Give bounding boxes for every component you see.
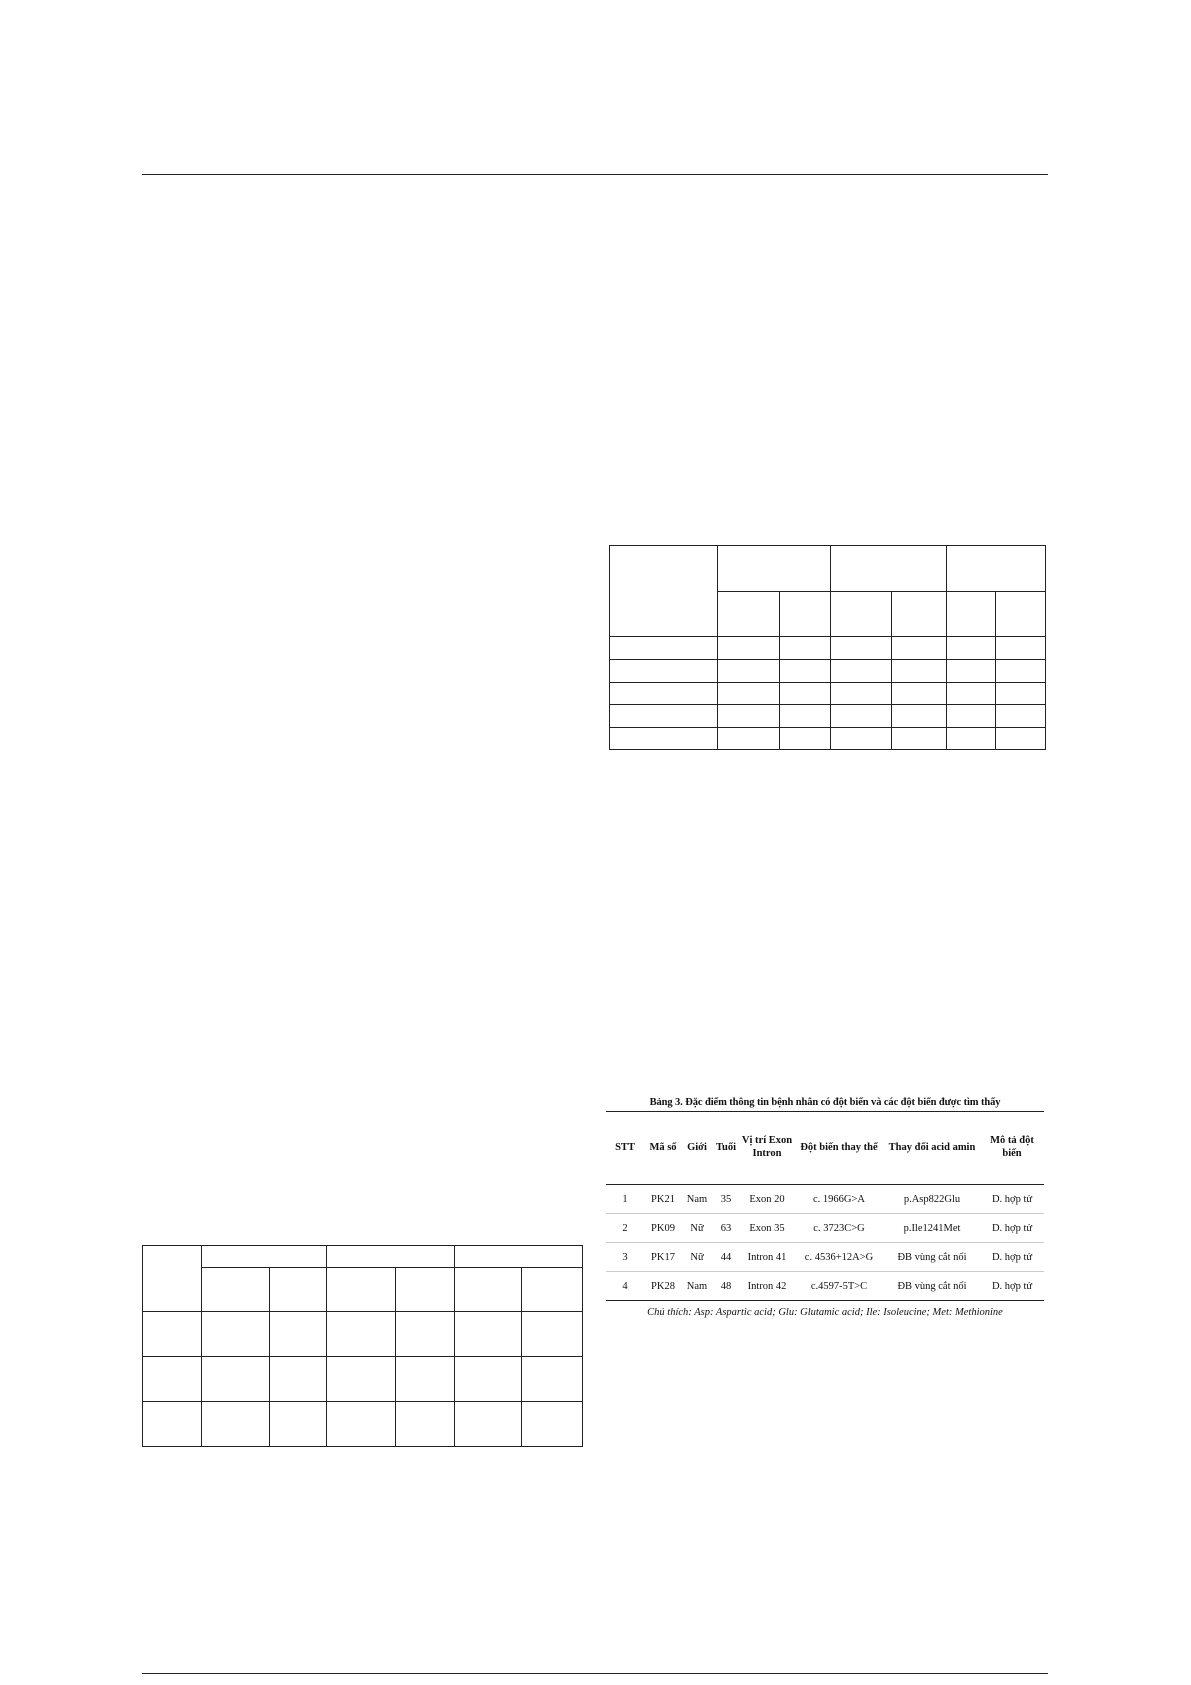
table-cell: PK21 xyxy=(644,1185,682,1214)
table-3 xyxy=(606,1095,1044,1318)
table-3-header: Tuổi xyxy=(712,1112,740,1185)
table-row xyxy=(606,1185,1044,1214)
table-3-header: Mô tả đột biến xyxy=(980,1112,1044,1185)
table-cell: Exon 35 xyxy=(740,1214,794,1243)
table-cell: p.Asp822Glu xyxy=(884,1185,980,1214)
table-cell: Nữ xyxy=(682,1214,712,1243)
table-3-note: Chú thích: Asp: Aspartic acid; Glu: Glutamic acid; Ile: Isoleucine; Met: Methionine xyxy=(647,1307,1003,1318)
table-cell: D. hợp tử xyxy=(980,1272,1044,1301)
table-cell: Nam xyxy=(682,1272,712,1301)
table-3-header: Mã số xyxy=(644,1112,682,1185)
table-cell: 35 xyxy=(712,1185,740,1214)
table-3-header: Giới xyxy=(682,1112,712,1185)
header-rule xyxy=(142,174,1048,175)
table-cell: c. 1966G>A xyxy=(794,1185,884,1214)
table-3-caption: Bảng 3. Đặc điểm thông tin bệnh nhân có đột biến và các đột biến được tìm thấy xyxy=(649,1097,1001,1108)
table-cell: PK17 xyxy=(644,1243,682,1272)
table-cell: D. hợp tử xyxy=(980,1214,1044,1243)
table-cell: 44 xyxy=(712,1243,740,1272)
table-3-header: Đột biến thay thế xyxy=(794,1112,884,1185)
table-3-header: Vị trí Exon Intron xyxy=(740,1112,794,1185)
table-cell: PK09 xyxy=(644,1214,682,1243)
table-cell: c. 4536+12A>G xyxy=(794,1243,884,1272)
table-cell: 3 xyxy=(606,1243,644,1272)
table-cell: c.4597-5T>C xyxy=(794,1272,884,1301)
table-3-header: STT xyxy=(606,1112,644,1185)
table-row xyxy=(606,1214,1044,1243)
table-3-header: Thay đổi acid amin xyxy=(884,1112,980,1185)
footer-rule xyxy=(142,1673,1048,1674)
table-cell: 4 xyxy=(606,1272,644,1301)
table-cell: Intron 42 xyxy=(740,1272,794,1301)
table-cell: Nam xyxy=(682,1185,712,1214)
table-cell: Exon 20 xyxy=(740,1185,794,1214)
table-cell: Nữ xyxy=(682,1243,712,1272)
table-cell: D. hợp tử xyxy=(980,1243,1044,1272)
table-cell: 48 xyxy=(712,1272,740,1301)
table-cell: D. hợp tử xyxy=(980,1185,1044,1214)
table-cell: Intron 41 xyxy=(740,1243,794,1272)
table-2-empty-grid xyxy=(142,1245,583,1447)
table-cell: c. 3723C>G xyxy=(794,1214,884,1243)
table-cell: PK28 xyxy=(644,1272,682,1301)
table-cell: p.Ile1241Met xyxy=(884,1214,980,1243)
table-cell: 2 xyxy=(606,1214,644,1243)
table-cell: 1 xyxy=(606,1185,644,1214)
table-row xyxy=(606,1272,1044,1301)
table-cell: ĐB vùng cắt nối xyxy=(884,1243,980,1272)
table-row xyxy=(606,1243,1044,1272)
table-3-header-row xyxy=(606,1112,1044,1185)
table-cell: 63 xyxy=(712,1214,740,1243)
table-3-body xyxy=(606,1111,1044,1301)
table-1-empty-grid xyxy=(609,545,1046,750)
table-cell: ĐB vùng cắt nối xyxy=(884,1272,980,1301)
